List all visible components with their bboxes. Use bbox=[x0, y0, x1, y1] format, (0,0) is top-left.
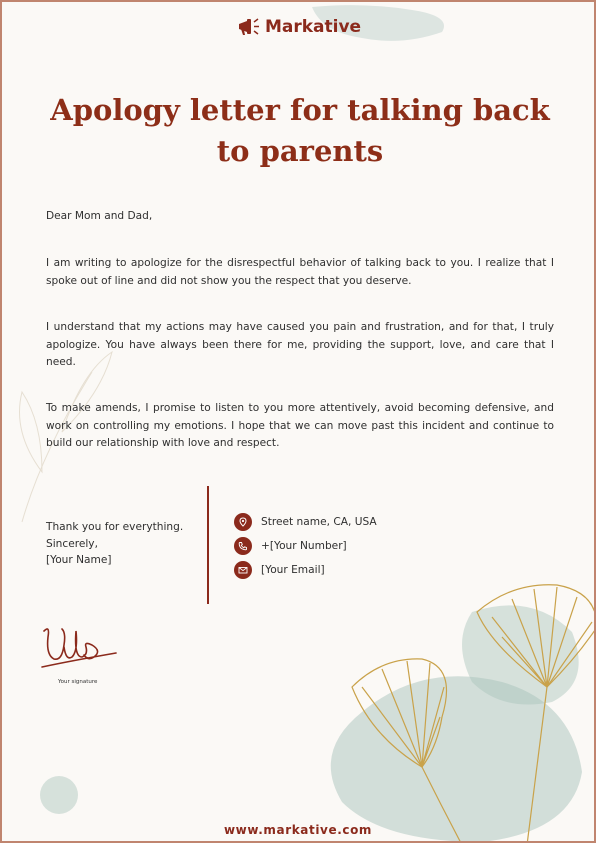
ginkgo-leaves-decoration bbox=[312, 577, 596, 843]
footer-website[interactable]: www.markative.com bbox=[223, 823, 373, 837]
watercolor-dot bbox=[36, 772, 82, 818]
closing-name: [Your Name] bbox=[46, 554, 112, 567]
brand-name: Markative bbox=[264, 17, 362, 37]
letter-paragraph-1: I am writing to apologize for the disrespectful behavior of talking back to you. I realize that I spoke out of line and did not show you the respect that you deserve. bbox=[46, 257, 554, 287]
closing-sign-off: Sincerely, bbox=[46, 537, 98, 550]
location-pin-icon bbox=[234, 513, 252, 531]
envelope-icon bbox=[234, 561, 252, 579]
letter-paragraph-3: To make amends, I promise to listen to you more attentively, avoid becoming defensive, and work on controlling my emotions. I hope that we can move past this incident and continue to build our relationship with love and respect. bbox=[46, 402, 554, 450]
contact-phone: +[Your Number] bbox=[261, 540, 347, 552]
contact-email: [Your Email] bbox=[261, 564, 325, 576]
letter-title: Apology letter for talking back to parents bbox=[50, 93, 550, 168]
vertical-divider bbox=[207, 486, 209, 604]
contact-email-row bbox=[234, 558, 454, 582]
phone-icon bbox=[234, 537, 252, 555]
brand-header bbox=[2, 14, 594, 40]
megaphone-icon bbox=[235, 14, 261, 40]
letter-paragraph-2: I understand that my actions may have caused you pain and frustration, and for that, I truly apologize. You have always been there for me, providing the support, love, and care that I need. bbox=[46, 321, 554, 369]
closing-thanks: Thank you for everything. bbox=[46, 521, 184, 533]
contact-block bbox=[234, 510, 454, 582]
contact-phone-row bbox=[234, 534, 454, 558]
letter-greeting: Dear Mom and Dad, bbox=[46, 210, 153, 222]
contact-address: Street name, CA, USA bbox=[261, 516, 377, 528]
signature-label: Your signature bbox=[58, 679, 98, 685]
contact-address-row bbox=[234, 510, 454, 534]
letter-closing bbox=[46, 519, 206, 569]
handwritten-signature bbox=[40, 617, 120, 677]
